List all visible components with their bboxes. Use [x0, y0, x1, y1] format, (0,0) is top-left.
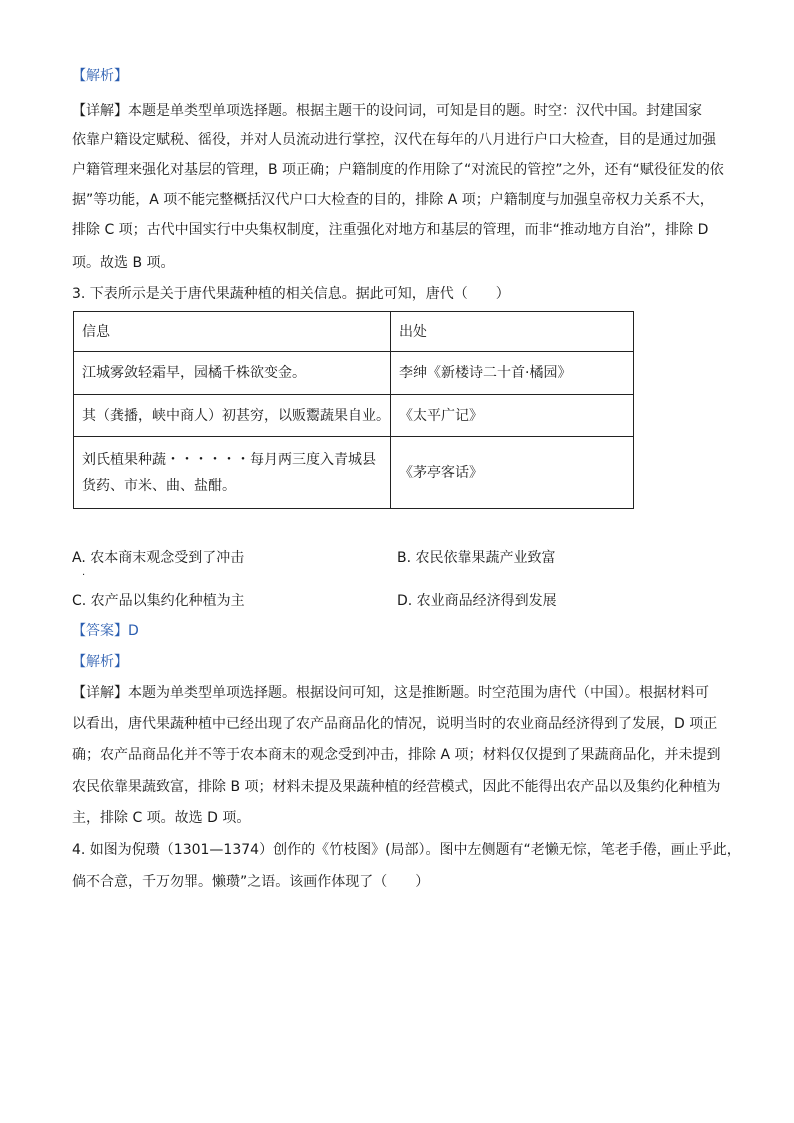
info-table — [73, 311, 634, 509]
analysis-label: 【解析】 — [72, 68, 128, 84]
detail-line: 确；农产品商品化并不等于农本商末的观念受到冲击，排除 A 项；材料仅仅提到了果蔬商品化，并未提到 — [72, 747, 721, 763]
table-row — [74, 395, 634, 437]
table-cell-info — [74, 437, 391, 509]
table-cell-info: 其（龚播，峡中商人）初甚穷，以贩鬻蔬果自业。 — [74, 395, 391, 437]
detail-line: 户籍管理来强化对基层的管理，B 项正确；户籍制度的作用除了“对流民的管控”之外，还有“赋役征发的依 — [72, 162, 724, 178]
option-b: B. 农民依靠果蔬产业致富 — [397, 550, 556, 566]
table-cell-info-line: 货药、市米、曲、盐酣。 — [82, 477, 236, 494]
analysis-label: 【解析】 — [72, 654, 128, 670]
table-row — [74, 352, 634, 395]
answer-line: 【答案】D — [72, 623, 139, 639]
table-cell-source: 《太平广记》 — [391, 395, 634, 437]
table-header-row — [74, 312, 634, 352]
option-c: C. 农产品以集约化种植为主 — [72, 593, 245, 609]
detail-line: 项。故选 B 项。 — [72, 255, 175, 271]
table-header-source: 出处 — [391, 312, 634, 352]
table-cell-source: 《茅亭客话》 — [391, 437, 634, 509]
detail-line: 依靠户籍设定赋税、徭役，并对人员流动进行掌控，汉代在每年的八月进行户口大检查，目的是通过加强 — [72, 132, 716, 148]
option-d: D. 农业商品经济得到发展 — [397, 593, 557, 609]
detail-line: 据”等功能，A 项不能完整概括汉代户口大检查的目的，排除 A 项；户籍制度与加强皇帝权力关系不大， — [72, 192, 714, 208]
table-header-info: 信息 — [74, 312, 391, 352]
detail-line: 以看出，唐代果蔬种植中已经出现了农产品商品化的情况，说明当时的农业商品经济得到了发展，D 项正 — [72, 716, 718, 732]
question-4-stem: 倘不合意，千万勿罪。懒瓒”之语。该画作体现了（ ） — [72, 874, 430, 890]
detail-line: 排除 C 项；古代中国实行中央集权制度，注重强化对地方和基层的管理，而非“推动地方自治”，排除 D — [72, 222, 709, 238]
option-a: A. 农本商末观念受到了冲击 — [72, 550, 245, 566]
question-4-stem: 4. 如图为倪瓒（1301—1374）创作的《竹枝图》(局部）。图中左侧题有“老懒无悰，笔老手倦，画止乎此， — [72, 842, 741, 858]
detail-line: 【详解】本题是单类型单项选择题。根据主题干的设问词，可知是目的题。时空：汉代中国。封建国家 — [72, 103, 702, 119]
table-cell-info: 江城雾敛轻霜早，园橘千株欲变金。 — [74, 352, 391, 395]
option-dot-mark: . — [82, 567, 86, 578]
detail-line: 主，排除 C 项。故选 D 项。 — [72, 810, 251, 826]
question-3-stem: 3. 下表所示是关于唐代果蔬种植的相关信息。据此可知，唐代（ ） — [72, 286, 510, 302]
table-cell-source: 李绅《新楼诗二十首·橘园》 — [391, 352, 634, 395]
table-cell-info-line: 刘氏植果种蔬・・・・・・每月两三度入青城县 — [82, 451, 376, 468]
table-row — [74, 437, 634, 509]
detail-line: 【详解】本题为单类型单项选择题。根据设问可知，这是推断题。时空范围为唐代（中国）。根据材料可 — [72, 685, 709, 701]
detail-line: 农民依靠果蔬致富，排除 B 项；材料未提及果蔬种植的经营模式，因此不能得出农产品以及集约化种植为 — [72, 779, 721, 795]
